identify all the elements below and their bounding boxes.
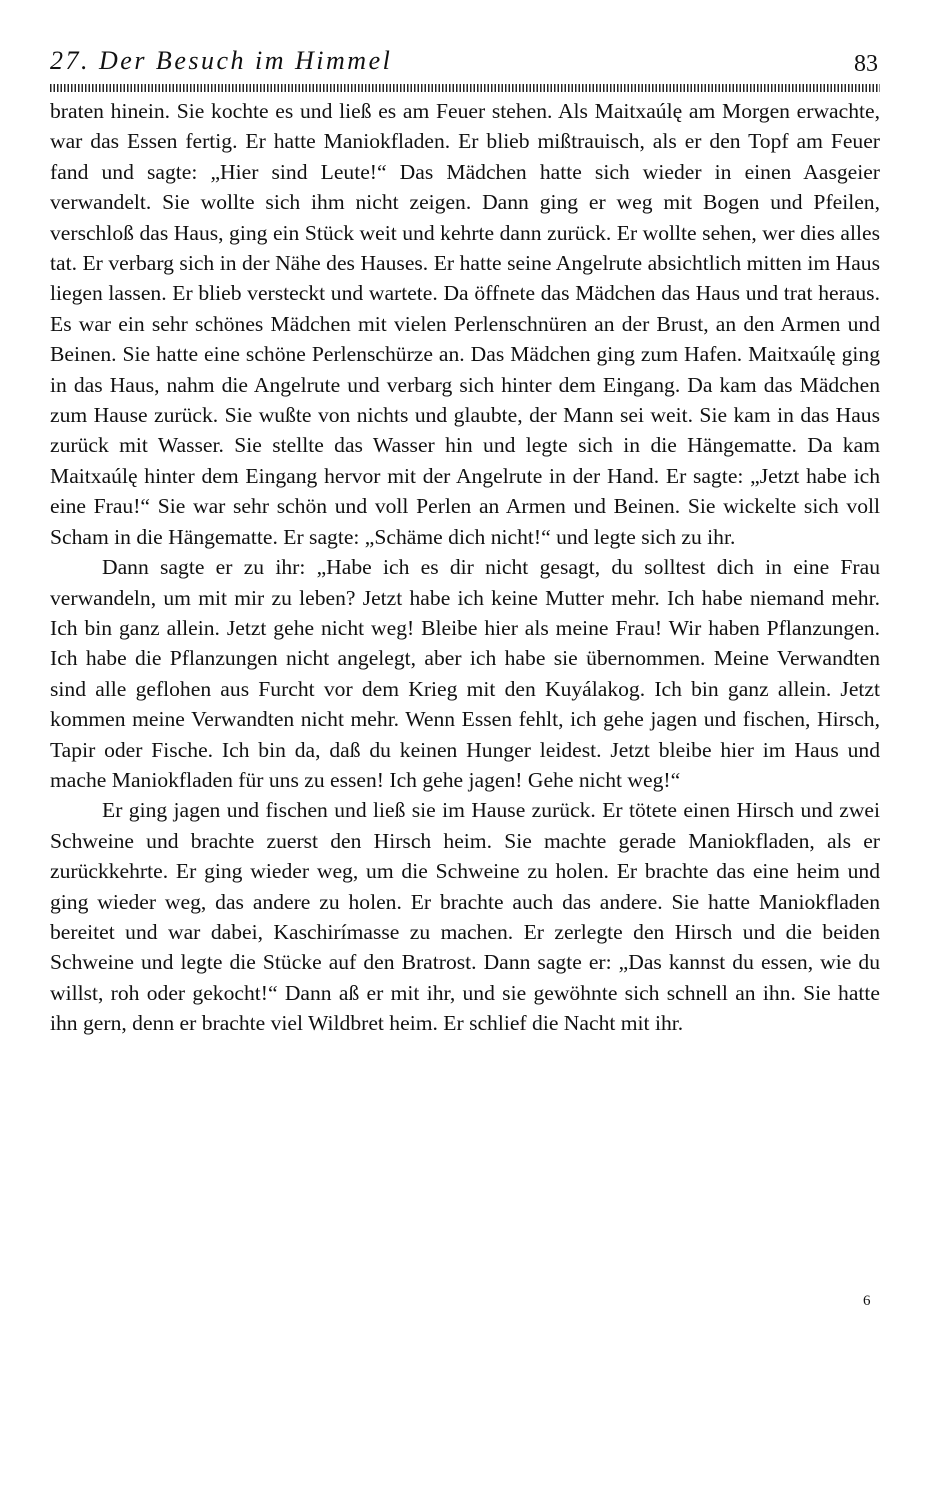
header-rule xyxy=(50,84,880,92)
chapter-title: 27. Der Besuch im Himmel xyxy=(50,46,393,75)
paragraph-3: Er ging jagen und fischen und ließ sie im Hause zurück. Er tötete einen Hirsch und zwei Schweine und brachte zuerst den Hirsch heim. Sie machte gerade Maniokfladen, als er zurückkehrte. Er ging wieder weg, um die Schweine zu holen. Er brachte das eine heim und ging wieder weg, das andere zu holen. Er brachte auch das andere. Sie hatte Maniokfladen bereitet und war dabei, Kaschirímasse zu machen. Er zerlegte den Hirsch und die beiden Schweine und legte die Stücke auf den Bratrost. Dann sagte er: „Das kannst du essen, wie du willst, roh oder gekocht!“ Dann aß er mit ihr, und sie gewöhnte sich schnell an ihn. Sie hatte ihn gern, denn er brachte viel Wildbret heim. Er schlief die Nacht mit ihr. xyxy=(50,798,880,1036)
page-number: 83 xyxy=(854,51,878,77)
signature-mark: 6 xyxy=(863,1293,871,1309)
paragraph-2: Dann sagte er zu ihr: „Habe ich es dir nicht gesagt, du solltest dich in eine Frau verwandeln, um mit mir zu leben? Jetzt habe ich keine Mutter mehr. Ich habe niemand mehr. Ich bin ganz allein. Jetzt gehe nicht weg! Bleibe hier als meine Frau! Wir haben Pflanzungen. Ich habe die Pflanzungen nicht angelegt, aber ich habe sie übernommen. Meine Verwandten sind alle geflohen aus Furcht vor dem Krieg mit den Kuyálakog. Ich bin ganz allein. Jetzt kommen meine Verwandten nicht mehr. Wenn Essen fehlt, ich gehe jagen und fischen, Hirsch, Tapir oder Fische. Ich bin da, daß du keinen Hunger leidest. Jetzt bleibe hier im Haus und mache Maniokfladen für uns zu essen! Ich gehe jagen! Gehe nicht weg!“ xyxy=(50,555,880,792)
running-head xyxy=(50,44,880,84)
paragraph-1: braten hinein. Sie kochte es und ließ es am Feuer stehen. Als Maitxaúlę am Morgen erwachte, war das Essen fertig. Er hatte Maniokfladen. Er blieb mißtrauisch, als er den Topf am Feuer fand und sagte: „Hier sind Leute!“ Das Mädchen hatte sich wieder in einen Aasgeier verwandelt. Sie wollte sich ihm nicht zeigen. Dann ging er weg mit Bogen und Pfeilen, verschloß das Haus, ging ein Stück weit und kehrte dann zurück. Er wollte sehen, wer dies alles tat. Er verbarg sich in der Nähe des Hauses. Er hatte seine Angelrute absichtlich mitten im Haus liegen lassen. Er blieb versteckt und wartete. Da öffnete das Mädchen das Haus und trat heraus. Es war ein sehr schönes Mädchen mit vielen Perlenschnüren an der Brust, an den Armen und Beinen. Sie hatte eine schöne Perlenschürze an. Das Mädchen ging zum Hafen. Maitxaúlę ging in das Haus, nahm die Angelrute und verbarg sich hinter dem Eingang. Da kam das Mädchen zum Hause zurück. Sie wußte von nichts und glaubte, der Mann sei weit. Sie kam in das Haus zurück mit Wasser. Sie stellte das Wasser hin und legte sich in die Hängematte. Da kam Maitxaúlę hinter dem Eingang hervor mit der Angelrute in der Hand. Er sagte: „Jetzt habe ich eine Frau!“ Sie war sehr schön und voll Perlen an Armen und Beinen. Sie wickelte sich voll Scham in die Hängematte. Er sagte: „Schäme dich nicht!“ und legte sich zu ihr. xyxy=(50,99,880,549)
body-text xyxy=(50,96,880,1039)
